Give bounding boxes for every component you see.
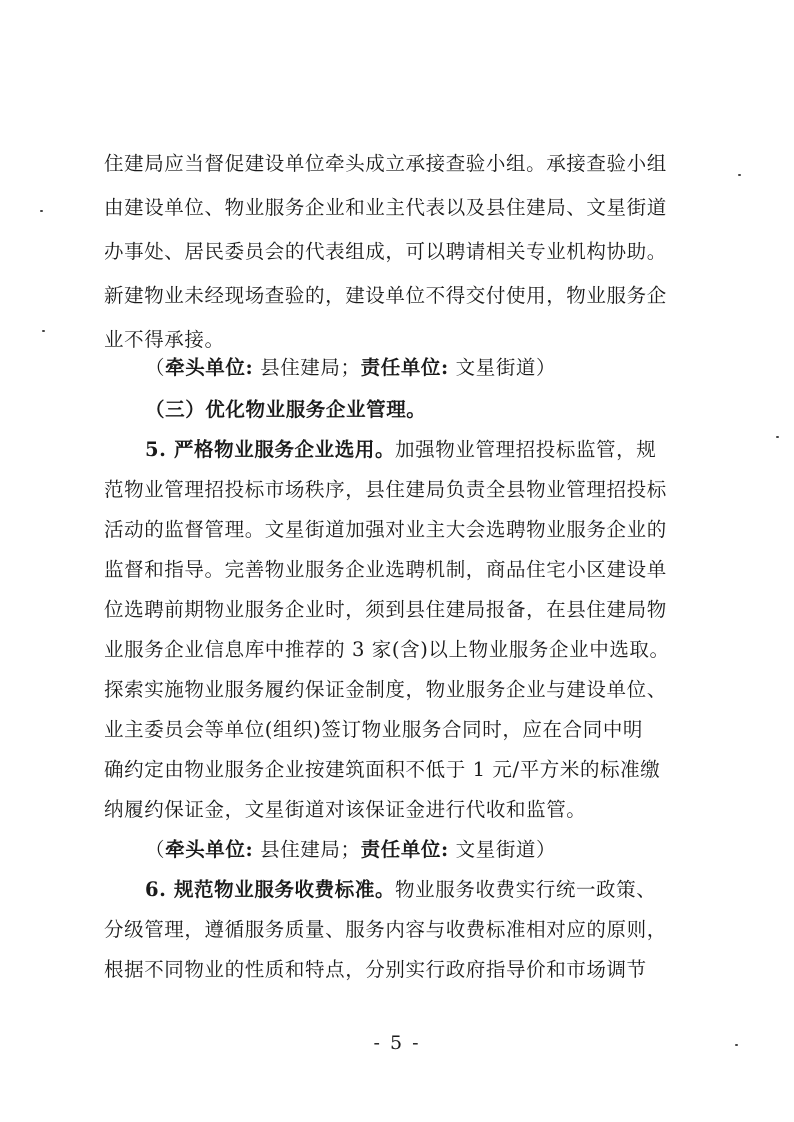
responsible-unit-label: 责任单位: <box>360 838 449 861</box>
paragraph-line: 根据不同物业的性质和特点，分别实行政府指导价和市场调节 <box>104 958 647 981</box>
paragraph-line: 范物业管理招投标市场秩序，县住建局负责全县物业管理招投标 <box>104 478 667 501</box>
section-heading: （三）优化物业服务企业管理。 <box>145 398 427 421</box>
responsibility-note <box>145 832 715 868</box>
item-5-text: 加强物业管理招投标监管，规 <box>395 438 657 461</box>
lead-unit-label: 牵头单位: <box>165 356 254 379</box>
paren-open: （ <box>145 838 166 861</box>
lead-unit-value: 县住建局； <box>253 356 361 379</box>
scan-speck <box>738 174 741 176</box>
responsible-unit-label: 责任单位: <box>360 356 449 379</box>
paragraph-line: 办事处、居民委员会的代表组成，可以聘请相关专业机构协助。 <box>104 240 667 263</box>
paragraph-line: 探索实施物业服务履约保证金制度，物业服务企业与建设单位、 <box>104 678 667 701</box>
paragraph-line: 新建物业未经现场查验的，建设单位不得交付使用，物业服务企 <box>104 284 667 307</box>
responsible-unit-value: 文星街道） <box>448 356 557 379</box>
responsible-unit-value: 文星街道） <box>448 838 557 861</box>
paragraph-line: 由建设单位、物业服务企业和业主代表以及县住建局、文星街道 <box>104 196 667 219</box>
item-6-title: 6. 规范物业服务收费标准。 <box>145 878 396 901</box>
lead-unit-value: 县住建局； <box>253 838 361 861</box>
responsibility-note <box>145 350 715 386</box>
paragraph-line: 监督和指导。完善物业服务企业选聘机制，商品住宅小区建设单 <box>104 558 667 581</box>
paragraph-line: 确约定由物业服务企业按建筑面积不低于 1 元/平方米的标准缴 <box>104 758 661 781</box>
scan-speck <box>735 1044 738 1046</box>
paragraph-line: 业服务企业信息库中推荐的 3 家(含)以上物业服务企业中选取。 <box>104 638 670 661</box>
paragraph-line: 纳履约保证金，文星街道对该保证金进行代收和监管。 <box>104 798 587 821</box>
paren-open: （ <box>145 356 166 379</box>
scan-speck <box>42 330 45 332</box>
paragraph-line: 位选聘前期物业服务企业时，须到县住建局报备，在县住建局物 <box>104 598 667 621</box>
paragraph-line: 活动的监督管理。文星街道加强对业主大会选聘物业服务企业的 <box>104 518 667 541</box>
lead-unit-label: 牵头单位: <box>165 838 254 861</box>
page-number: - 5 - <box>373 1032 421 1054</box>
item-6-first-line <box>145 872 715 908</box>
paragraph-line: 住建局应当督促建设单位牵头成立承接查验小组。承接查验小组 <box>104 152 667 175</box>
item-5-title: 5. 严格物业服务企业选用。 <box>145 438 396 461</box>
item-6-text: 物业服务收费实行统一政策、 <box>395 878 657 901</box>
item-5-first-line <box>145 432 715 468</box>
scan-speck <box>776 436 779 438</box>
paragraph-line: 分级管理，遵循服务质量、服务内容与收费标准相对应的原则， <box>104 918 667 941</box>
paragraph-line: 业不得承接。 <box>104 328 225 351</box>
scan-speck <box>40 210 43 212</box>
paragraph-line: 业主委员会等单位(组织)签订物业服务合同时，应在合同中明 <box>104 718 644 741</box>
